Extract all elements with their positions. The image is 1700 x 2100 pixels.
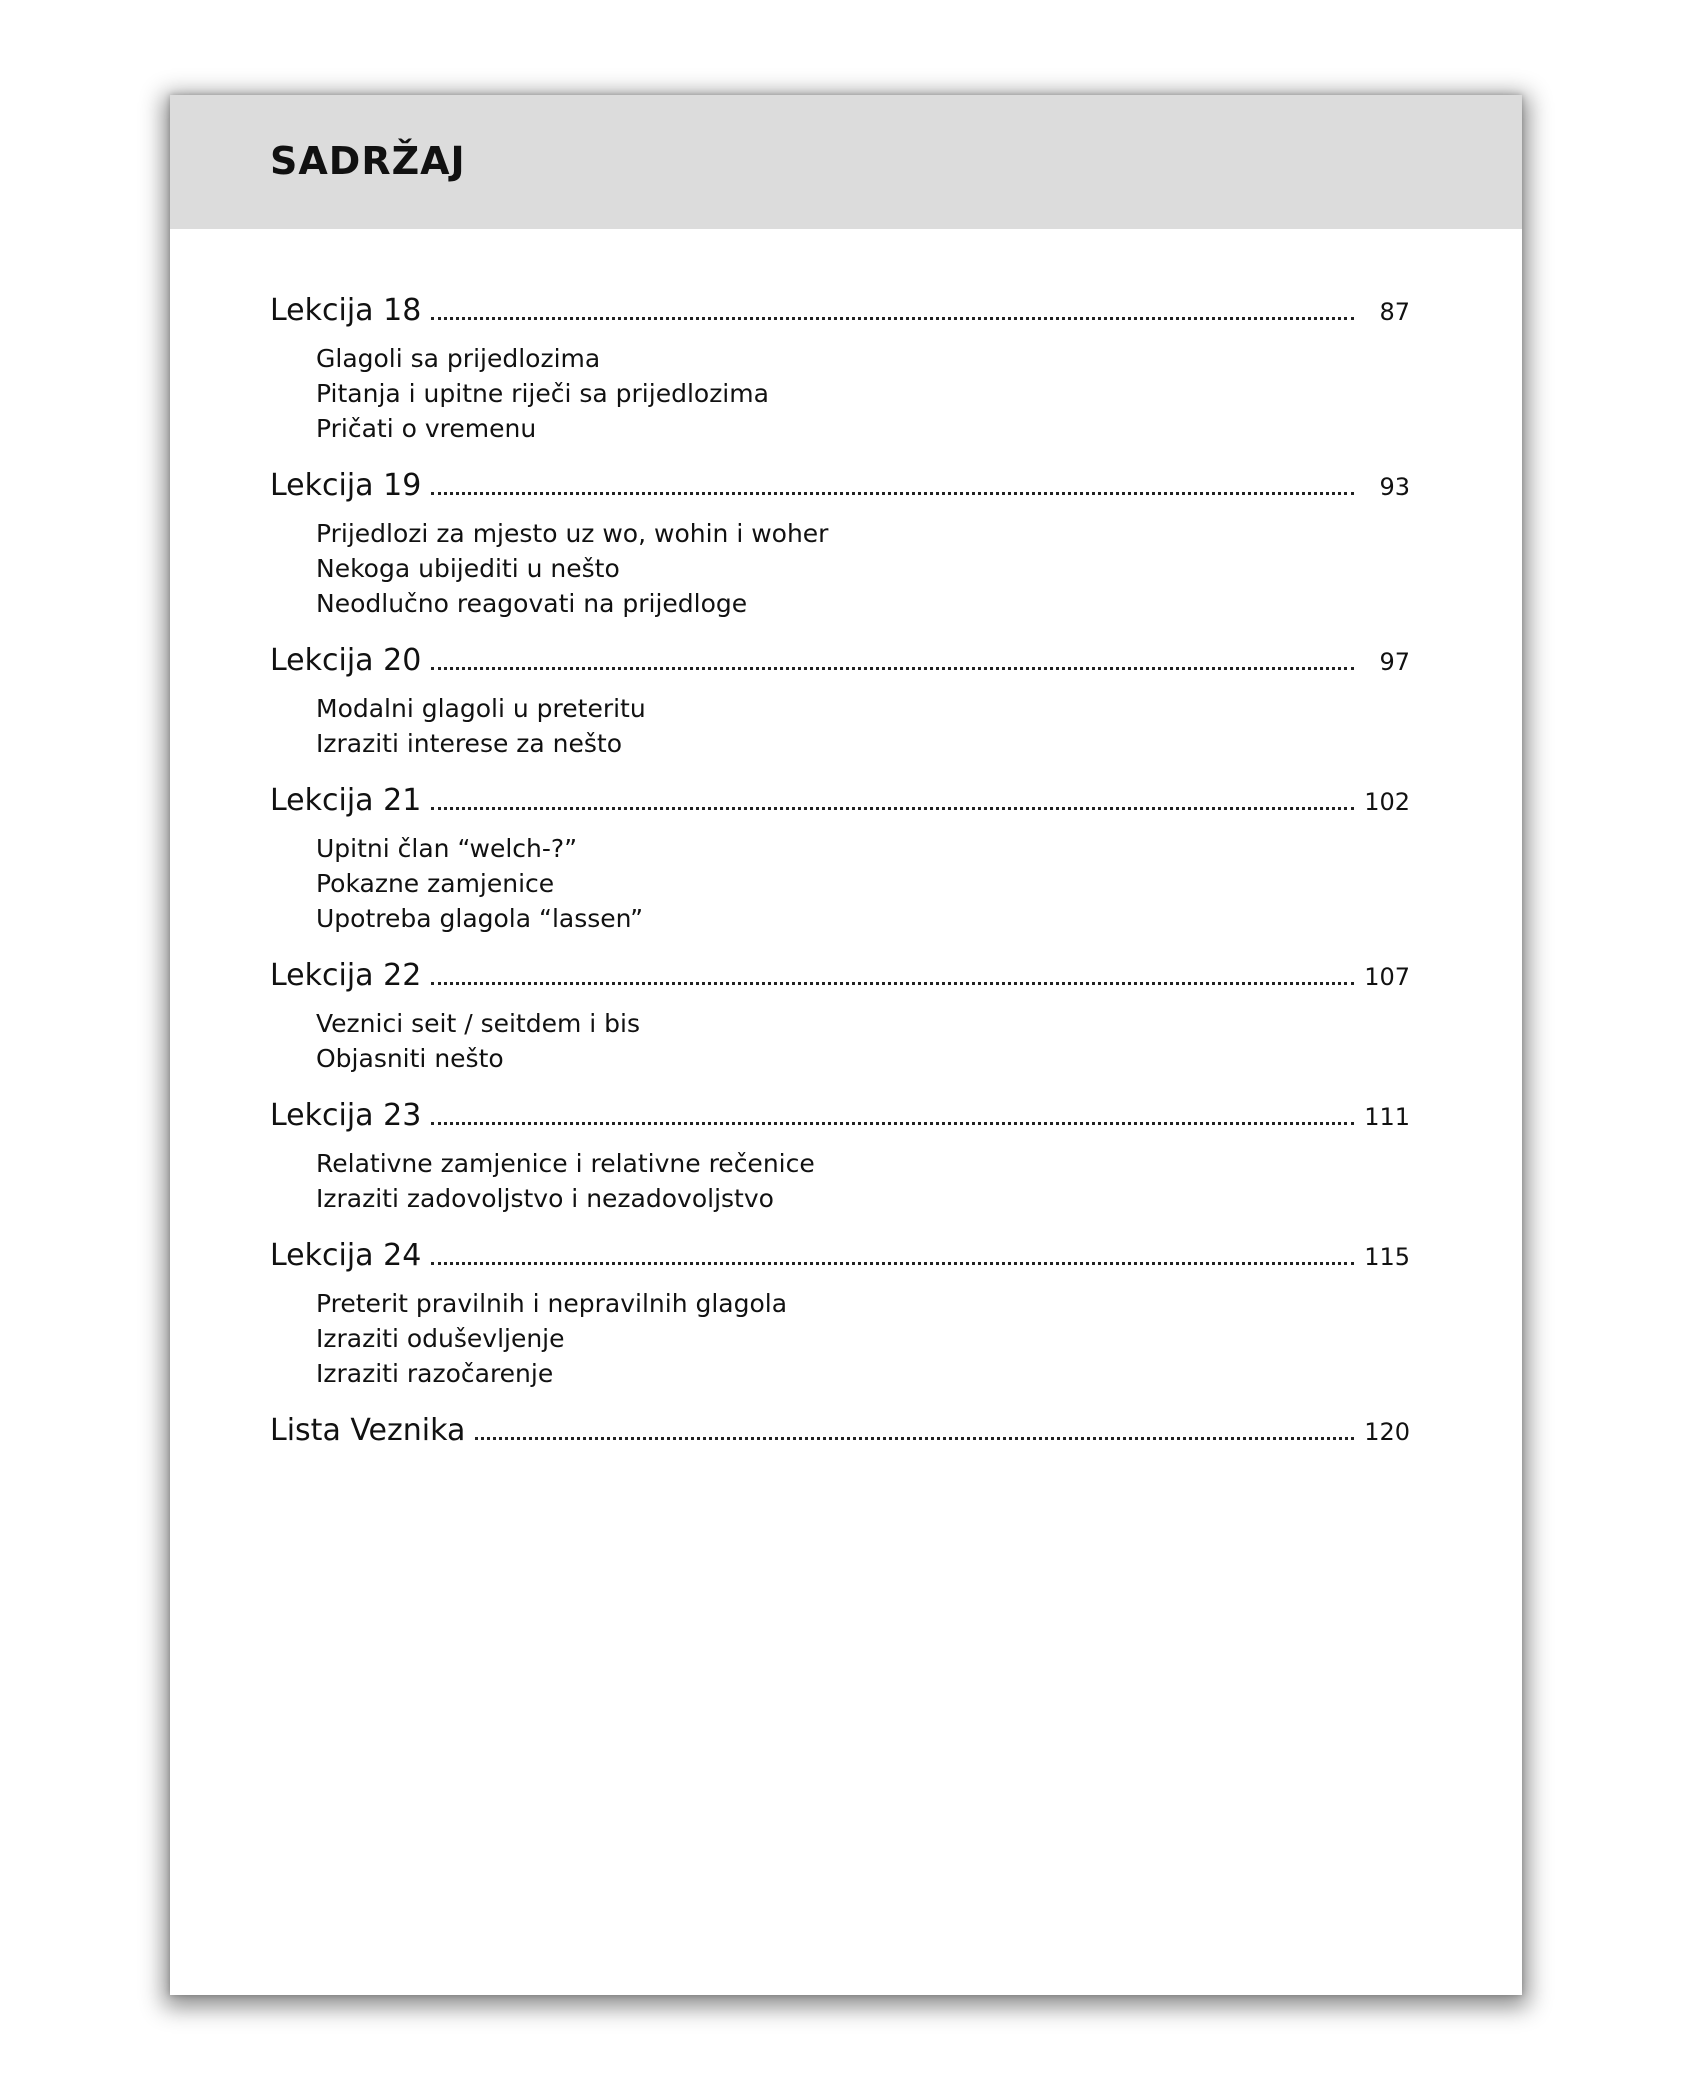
toc-page-number: 97 [1379, 648, 1410, 676]
toc-subtopics [270, 516, 1410, 621]
toc-page-number: 87 [1379, 298, 1410, 326]
toc-entry-heading [270, 468, 1410, 512]
table-of-contents [270, 293, 1410, 1479]
toc-entry-heading [270, 1413, 1410, 1457]
dot-leader [431, 981, 1354, 985]
toc-page-number: 107 [1364, 963, 1410, 991]
toc-subtopic: Izraziti razočarenje [316, 1359, 554, 1388]
toc-subtopic: Upitni član “welch-?” [316, 834, 578, 863]
toc-subtopic: Upotreba glagola “lassen” [316, 904, 644, 933]
toc-subtopic: Pričati o vremenu [316, 414, 537, 443]
toc-page-number: 93 [1379, 473, 1410, 501]
toc-entry [270, 783, 1410, 936]
toc-entry-title: Lekcija 18 [270, 293, 422, 328]
toc-entry [270, 643, 1410, 761]
dot-leader [431, 1261, 1354, 1265]
toc-page-number: 120 [1364, 1418, 1410, 1446]
toc-subtopics [270, 691, 1410, 761]
toc-page-number: 111 [1364, 1103, 1410, 1131]
toc-entry-heading [270, 783, 1410, 827]
toc-entry-title: Lista Veznika [270, 1413, 466, 1448]
toc-subtopics [270, 1006, 1410, 1076]
toc-subtopic: Izraziti interese za nešto [316, 729, 623, 758]
toc-entry-heading [270, 1238, 1410, 1282]
toc-subtopic: Objasniti nešto [316, 1044, 504, 1073]
toc-entry-title: Lekcija 24 [270, 1238, 422, 1273]
toc-entry-heading [270, 643, 1410, 687]
toc-subtopic: Relativne zamjenice i relativne rečenice [316, 1149, 815, 1178]
toc-subtopic: Nekoga ubijediti u nešto [316, 554, 620, 583]
toc-subtopic: Preterit pravilnih i nepravilnih glagola [316, 1289, 788, 1318]
toc-subtopic: Izraziti zadovoljstvo i nezadovoljstvo [316, 1184, 774, 1213]
toc-subtopic: Pitanja i upitne riječi sa prijedlozima [316, 379, 769, 408]
dot-leader [431, 491, 1354, 495]
toc-subtopics [270, 1286, 1410, 1391]
toc-entry-title: Lekcija 22 [270, 958, 422, 993]
toc-entry [270, 958, 1410, 1076]
toc-entry-title: Lekcija 21 [270, 783, 422, 818]
page-title: SADRŽAJ [270, 139, 466, 183]
dot-leader [431, 806, 1354, 810]
dot-leader [475, 1436, 1354, 1440]
toc-page-number: 115 [1364, 1243, 1410, 1271]
dot-leader [431, 1121, 1354, 1125]
toc-entry [270, 1238, 1410, 1391]
document-page [170, 95, 1522, 1995]
toc-subtopic: Izraziti oduševljenje [316, 1324, 565, 1353]
dot-leader [431, 316, 1354, 320]
toc-entry [270, 1413, 1410, 1457]
toc-entry-heading [270, 1098, 1410, 1142]
toc-subtopic: Prijedlozi za mjesto uz wo, wohin i woher [316, 519, 829, 548]
toc-subtopic: Glagoli sa prijedlozima [316, 344, 601, 373]
toc-entry-title: Lekcija 23 [270, 1098, 422, 1133]
toc-subtopics [270, 831, 1410, 936]
toc-entry-title: Lekcija 20 [270, 643, 422, 678]
toc-subtopics [270, 341, 1410, 446]
toc-subtopics [270, 1146, 1410, 1216]
toc-page-number: 102 [1364, 788, 1410, 816]
toc-entry-heading [270, 293, 1410, 337]
toc-entry [270, 468, 1410, 621]
toc-subtopic: Veznici seit / seitdem i bis [316, 1009, 640, 1038]
dot-leader [431, 666, 1354, 670]
toc-entry-heading [270, 958, 1410, 1002]
toc-subtopic: Neodlučno reagovati na prijedloge [316, 589, 748, 618]
toc-entry-title: Lekcija 19 [270, 468, 422, 503]
toc-entry [270, 1098, 1410, 1216]
header-band [170, 95, 1522, 229]
toc-entry [270, 293, 1410, 446]
toc-subtopic: Pokazne zamjenice [316, 869, 555, 898]
toc-subtopic: Modalni glagoli u preteritu [316, 694, 646, 723]
